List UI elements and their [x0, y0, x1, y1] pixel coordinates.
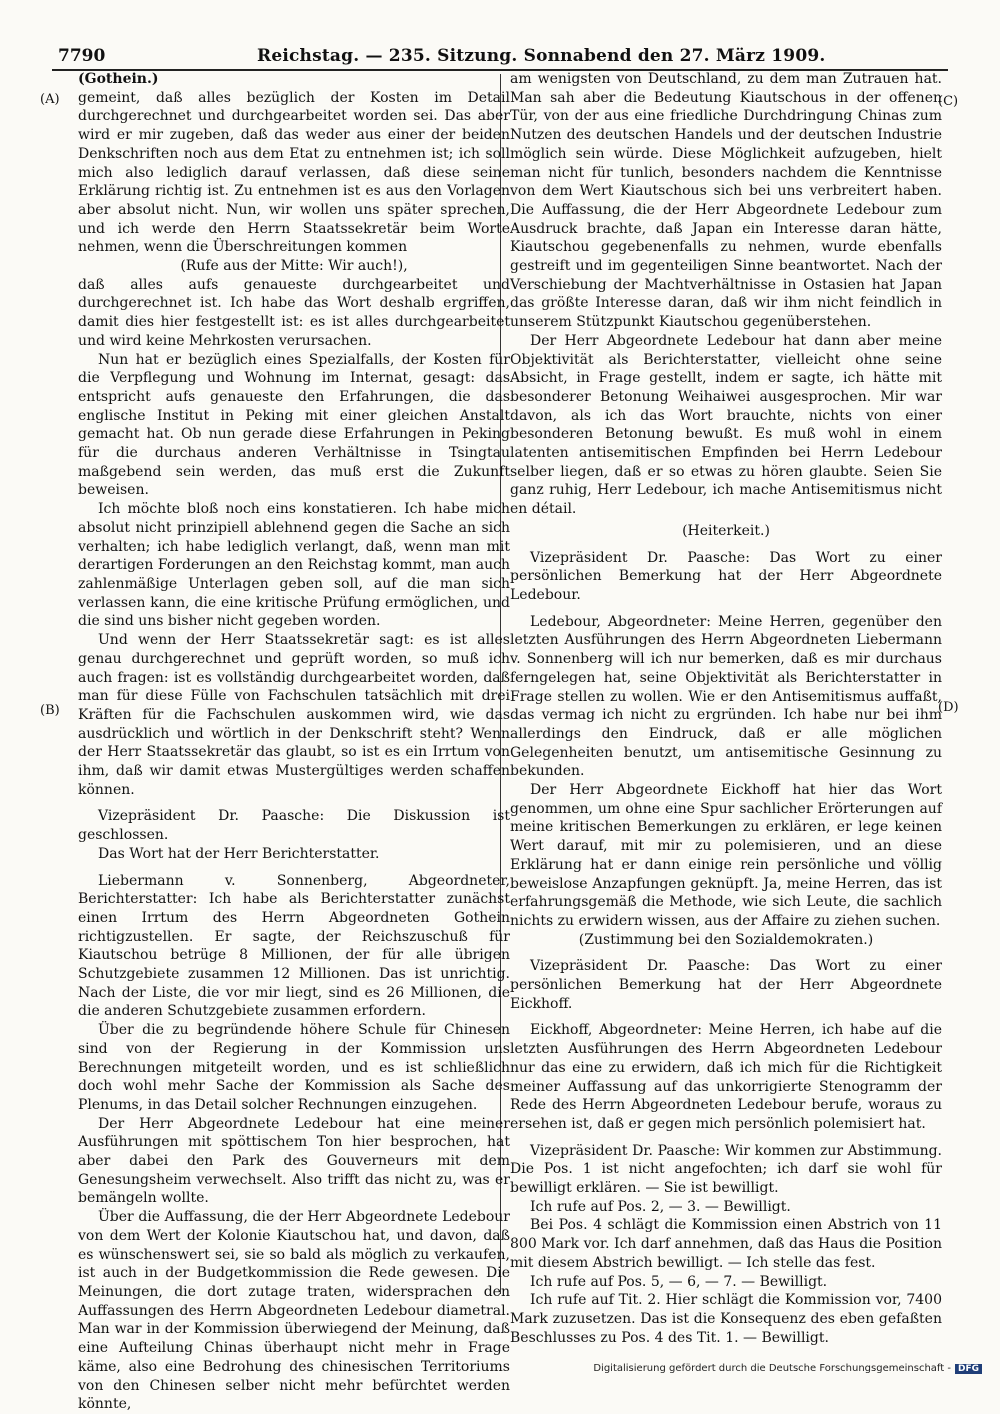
margin-mark-b: (B)	[40, 703, 60, 718]
footer-text: Digitalisierung gefördert durch die Deutsche Forschungsgemeinschaft -	[593, 1363, 951, 1374]
paragraph: Der Herr Abgeordnete Eickhoff hat hier das Wort genommen, um ohne eine Spur sachlicher Erörterungen auf meine kritischen Bemerkungen zu erklären, er lege keinen Wert darauf, mit mir zu polemisieren, und an diese Erklärung hat er dann einige rein persönliche und völlig beweislose Anzapfungen geknüpft. Ja, meine Herren, das ist erfahrungsgemäß die Methode, wie sich Leute, die sachlich nichts zu erwidern wissen, aus der Affaire zu ziehen suchen.	[510, 782, 942, 929]
paragraph: Der Herr Abgeordnete Ledebour hat dann aber meine Objektivität als Berichterstatter, vielleicht ohne seine Absicht, in Frage gestellt, indem er sagte, ich hätte mit besonderer Betonung Weihaiwei ausgesprochen. Mir war davon, als ich das Wort brauchte, nichts von einer besonderen Betonung bewußt. Es muß wohl in einem latenten antisemitischen Empfinden bei Herrn Ledebour selber liegen, daß er so etwas zu hören glaubte. Seien Sie ganz ruhig, Herr Ledebour, ich mache Antisemitismus nicht en détail.	[510, 332, 942, 518]
page-number: 7790	[58, 46, 106, 66]
paragraph: Ich rufe auf Tit. 2. Hier schlägt die Kommission vor, 7400 Mark zuzusetzen. Das ist die Konsequenz des eben gefaßten Beschlusses zu Pos. 4 des Tit. 1. — Bewilligt.	[510, 1292, 942, 1346]
dfg-logo: DFG	[955, 1364, 982, 1374]
speaker-paragraph: Eickhoff, Abgeordneter: Meine Herren, ich habe auf die letzten Ausführungen des Herrn Abgeordneten Ledebour nur das eine zu erwidern, daß ich mich für die Richtigkeit meiner Auffassung auf das unkorrigierte Stenogramm der Rede des Herrn Abgeordneten Ledebour berufe, woraus zu ersehen ist, daß er gegen mich persönlich polemisiert hat.	[510, 1022, 942, 1132]
speaker-paragraph: Vizepräsident Dr. Paasche: Das Wort zu einer persönlichen Bemerkung hat der Herr Abgeordnete Eickhoff.	[510, 958, 942, 1012]
interjection: (Rufe aus der Mitte: Wir auch!),	[180, 258, 408, 275]
paragraph: Ich möchte bloß noch eins konstatieren. Ich habe mich absolut nicht prinzipiell ablehnend gegen die Sache an sich verhalten; ich habe lediglich verlangt, daß, wenn man mit derartigen Forderungen an den Reichstag kommt, man auch zahlenmäßige Unterlagen geben soll, auf die man sich verlassen kann, die eine kritische Prüfung ermöglichen, und die sind uns bisher nicht gegeben worden.	[78, 501, 510, 630]
interjection: (Zustimmung bei den Sozialdemokraten.)	[578, 931, 874, 948]
paragraph: Das Wort hat der Herr Berichterstatter.	[98, 845, 380, 862]
page-title: Reichstag. — 235. Sitzung. Sonnabend den 27. März 1909.	[257, 46, 826, 66]
left-column	[78, 70, 510, 1414]
margin-mark-c: (C)	[938, 94, 959, 109]
speaker-paragraph: Vizepräsident Dr. Paasche: Das Wort zu einer persönlichen Bemerkung hat der Herr Abgeordnete Ledebour.	[510, 549, 942, 603]
margin-mark-a: (A)	[40, 92, 60, 107]
paragraph: am wenigsten von Deutschland, zu dem man Zutrauen hat. Man sah aber die Bedeutung Kiautschous in der offenen Tür, von der aus eine friedliche Durchdringung Chinas zum Nutzen des deutschen Handels und der deutschen Industrie möglich sein würde. Diese Möglichkeit aufzugeben, hielt man nicht für tunlich, besonders nachdem die Kenntnisse von dem Wert Kiautschous sich bei uns verbreitert haben. Die Auffassung, die der Herr Abgeordnete Ledebour zum Ausdruck brachte, daß Japan ein Interesse daran hätte, Kiautschou gegebenenfalls zu nehmen, wurde ebenfalls gestreift und im gegenteiligen Sinne beantwortet. Nach der Verschiebung der Machtverhältnisse in Ostasien hat Japan das größte Interesse daran, daß wir ihm nicht feindlich in unserem Stützpunkt Kiautschou gegenüberstehen.	[510, 71, 942, 331]
speaker-paragraph: Vizepräsident Dr. Paasche: Die Diskussion ist geschlossen.	[78, 808, 510, 844]
margin-mark-d: (D)	[938, 700, 959, 715]
paragraph: Und wenn der Herr Staatssekretär sagt: es ist alles genau durchgerechnet und geprüft worden, so muß ich auch fragen: ist es vollständig durchgearbeitet worden, daß man für diese Fülle von Fachschulen tatsächlich mit drei Kräften für die Fachschulen auskommen wird, wie das ausdrücklich und wörtlich in der Denkschrift steht? Wenn der Herr Staatssekretär das glaubt, so ist es ein Irrtum von ihm, daß wir damit etwas Mustergültiges werden schaffen können.	[78, 632, 510, 798]
paragraph: Über die Auffassung, die der Herr Abgeordnete Ledebour von dem Wert der Kolonie Kiautschou hat, und davon, daß es wünschenswert sei, sie so bald als möglich zu verkaufen, ist auch in der Budgetkommission die Rede gewesen. Die Meinungen, die dort zutage traten, widersprachen den Auffassungen des Herrn Abgeordneten Ledebour diametral. Man war in der Kommission überwiegend der Meinung, daß eine Aufteilung Chinas überhaupt nicht mehr in Frage käme, also eine Bedrohung des chinesischen Territoriums von den Chinesen selber nicht mehr befürchtet werden könnte,	[78, 1209, 510, 1413]
interjection: (Heiterkeit.)	[682, 522, 770, 539]
paragraph: daß alles aufs genaueste durchgearbeitet und durchgerechnet ist. Ich habe das Wort deshalb ergriffen, damit dies hier festgestellt ist: es ist alles durchgearbeitet und wird keine Mehrkosten verursachen.	[78, 276, 510, 349]
speaker-paragraph: Liebermann v. Sonnenberg, Abgeordneter, Berichterstatter: Ich habe als Berichterstatter zunächst einen Irrtum des Herrn Abgeordneten Gothein richtigzustellen. Er sagte, der Reichszuschuß für Kiautschou betrüge 8 Millionen, der für alle übrigen Schutzgebiete zusammen 12 Millionen. Das ist unrichtig. Nach der Liste, die vor mir liegt, sind es 26 Millionen, die die anderen Schutzgebiete zusammen erfordern.	[78, 872, 510, 1020]
right-column	[510, 70, 942, 1347]
speaker-note: (Gothein.)	[78, 71, 159, 87]
speaker-paragraph: Vizepräsident Dr. Paasche: Wir kommen zur Abstimmung. Die Pos. 1 ist nicht angefochten; ich darf sie wohl für bewilligt erklären. — Sie ist bewilligt.	[510, 1142, 942, 1197]
paragraph: Bei Pos. 4 schlägt die Kommission einen Abstrich von 11 800 Mark vor. Ich darf annehmen, daß das Haus die Position mit diesem Abstrich bewilligt. — Ich stelle das fest.	[510, 1217, 942, 1271]
speaker-paragraph: Ledebour, Abgeordneter: Meine Herren, gegenüber den letzten Ausführungen des Herrn Abgeordneten Liebermann v. Sonnenberg will ich nur bemerken, daß es mir durchaus ferngelegen hat, seine Objektivität als Berichterstatter in Frage stellen zu wollen. Wie er den Antisemitismus auffaßt, das vermag ich nicht zu ergründen. Ich habe nur bei ihm allerdings den Eindruck, daß er alle möglichen Gelegenheiten benutzt, um antisemitische Gesinnung zu bekunden.	[510, 613, 942, 780]
paragraph: Nun hat er bezüglich eines Spezialfalls, der Kosten für die Verpflegung und Wohnung im Internat, gesagt: das entspricht aufs genaueste den Erfahrungen, die das englische Institut in Peking mit einer gleichen Anstalt gemacht hat. Ob nun gerade diese Erfahrungen in Peking für die durchaus anderen Verhältnisse in Tsingtau maßgebend sein werden, das muß erst die Zukunft beweisen.	[78, 351, 510, 499]
paragraph: Ich rufe auf Pos. 5, — 6, — 7. — Bewilligt.	[530, 1273, 828, 1290]
paragraph: Ich rufe auf Pos. 2, — 3. — Bewilligt.	[530, 1198, 791, 1215]
page-header	[52, 44, 948, 70]
footer-credit	[593, 1363, 982, 1374]
paragraph: Der Herr Abgeordnete Ledebour hat eine meiner Ausführungen mit spöttischem Ton hier besprochen, hat aber dabei den Park des Gouverneurs mit dem Genesungsheim verwechselt. Also trifft das nicht zu, was er bemängeln wollte.	[78, 1115, 510, 1207]
paragraph: Über die zu begründende höhere Schule für Chinesen sind von der Regierung in der Kommission uns Berechnungen mitgeteilt worden, und es ist schließlich doch wohl mehr Sache der Kommission als Sache des Plenums, in das Detail solcher Rechnungen einzugehen.	[78, 1022, 510, 1113]
paragraph: gemeint, daß alles bezüglich der Kosten im Detail durchgerechnet und durchgearbeitet worden sei. Das aber wird er mir zugeben, daß das weder aus einer der beiden Denkschriften noch aus dem Etat zu entnehmen ist; ich soll mich also lediglich darauf verlassen, daß diese seine Erklärung richtig ist. Zu entnehmen ist es aus den Vorlagen aber absolut nicht. Nun, wir wollen uns später sprechen, und ich werde den Herrn Staatssekretär beim Worte nehmen, wenn die Überschreitungen kommen	[78, 89, 510, 256]
